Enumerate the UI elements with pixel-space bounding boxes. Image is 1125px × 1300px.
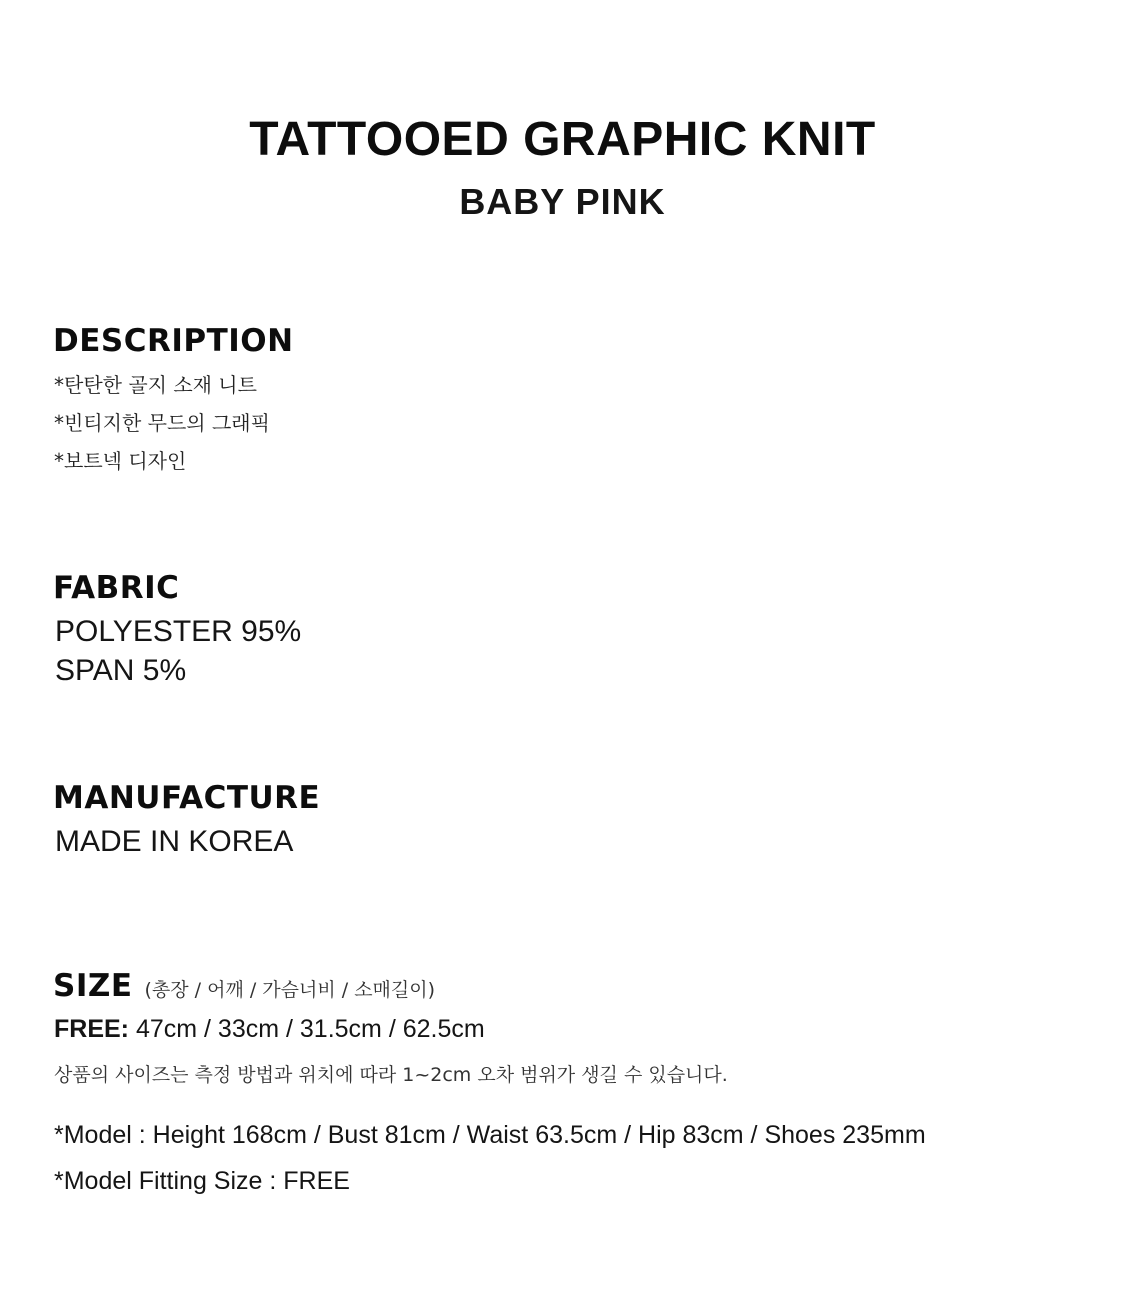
fabric-line: SPAN 5% [55, 654, 187, 687]
size-heading: SIZE [53, 968, 133, 1004]
description-item: *빈티지한 무드의 그래픽 [54, 411, 270, 435]
size-free-values: 47cm / 33cm / 31.5cm / 62.5cm [129, 1015, 485, 1043]
size-free-line [54, 1012, 485, 1046]
manufacture-value: MADE IN KOREA [55, 825, 294, 858]
description-item: *보트넥 디자인 [54, 449, 187, 473]
fabric-heading: FABRIC [53, 570, 180, 606]
size-heading-row [53, 966, 435, 1006]
product-title: TATTOOED GRAPHIC KNIT [249, 113, 876, 166]
description-item: *탄탄한 골지 소재 니트 [54, 373, 257, 397]
description-list [54, 368, 270, 482]
size-disclaimer: 상품의 사이즈는 측정 방법과 위치에 따라 1~2cm 오차 범위가 생길 수 있습니다. [54, 1064, 728, 1086]
manufacture-heading: MANUFACTURE [53, 780, 321, 816]
size-measurements-note: (총장 / 어깨 / 가슴너비 / 소매길이) [144, 979, 436, 1001]
model-fitting-size: *Model Fitting Size : FREE [54, 1167, 350, 1195]
model-stats: *Model : Height 168cm / Bust 81cm / Waist 63.5cm / Hip 83cm / Shoes 235mm [54, 1121, 926, 1149]
size-free-label: FREE: [54, 1015, 129, 1043]
product-color: BABY PINK [459, 181, 666, 222]
description-heading: DESCRIPTION [53, 323, 294, 359]
fabric-line: POLYESTER 95% [55, 615, 302, 648]
